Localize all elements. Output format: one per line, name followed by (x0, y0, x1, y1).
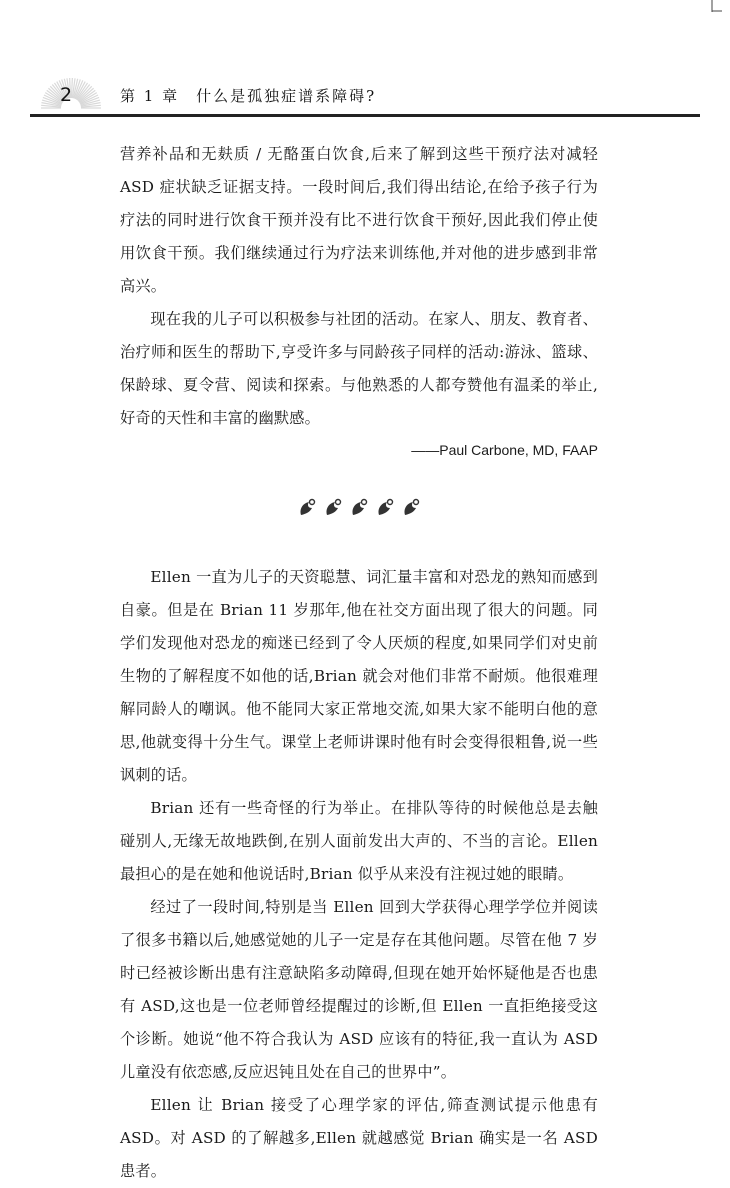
paragraph: 营养补品和无麸质 / 无酪蛋白饮食,后来了解到这些干预疗法对减轻 ASD 症状缺乏证据支持。一段时间后,我们得出结论,在给予孩子行为疗法的同时进行饮食干预并没有比不进行饮食干预好,因此我们停止使用饮食干预。我们继续通过行为疗法来训练他,并对他的进步感到非常高兴。 (120, 145, 598, 295)
paragraph: Ellen 让 Brian 接受了心理学家的评估,筛查测试提示他患有 ASD。对 ASD 的了解越多,Ellen 就越感觉 Brian 确实是一名 ASD 患者。 (120, 1096, 598, 1180)
crop-mark-icon (710, 0, 722, 12)
header-rule (30, 114, 700, 117)
section-ornament (120, 497, 598, 519)
chapter-title: 第 1 章 什么是孤独症谱系障碍? (120, 87, 377, 105)
paragraph: 现在我的儿子可以积极参与社团的活动。在家人、朋友、教育者、治疗师和医生的帮助下,亨受许多与同龄孩子同样的活动:游泳、篮球、保龄球、夏令营、阅读和探索。与他熟悉的人都夸赞他有温柔的举止,好奇的天性和丰富的幽默感。 (120, 310, 598, 427)
page-body (120, 138, 598, 1188)
vine-leaf-icon (323, 497, 343, 519)
vine-leaf-icon (401, 497, 421, 519)
vine-leaf-icon (297, 497, 317, 519)
vine-leaf-icon (375, 497, 395, 519)
vine-leaf-icon (349, 497, 369, 519)
page-number: 2 (60, 84, 73, 106)
paragraph: Brian 还有一些奇怪的行为举止。在排队等待的时候他总是去触碰别人,无缘无故地跌倒,在别人面前发出大声的、不当的言论。Ellen 最担心的是在她和他说话时,Brian 似乎从来没有注视过她的眼睛。 (120, 799, 598, 883)
page-header (0, 70, 730, 126)
signature: ——Paul Carbone, MD, FAAP (411, 442, 598, 458)
paragraph: 经过了一段时间,特别是当 Ellen 回到大学获得心理学学位并阅读了很多书籍以后,她感觉她的儿子一定是存在其他问题。尽管在他 7 岁时已经被诊断出患有注意缺陷多动障碍,但现在她开始怀疑他是否也患有 ASD,这也是一位老师曾经提醒过的诊断,但 Ellen 一直拒绝接受这个诊断。她说“他不符合我认为 ASD 应该有的特征,我一直认为 ASD 儿童没有依恋感,反应迟钝且处在自己的世界中”。 (120, 898, 598, 1081)
paragraph: Ellen 一直为儿子的天资聪慧、词汇量丰富和对恐龙的熟知而感到自豪。但是在 Brian 11 岁那年,他在社交方面出现了很大的问题。同学们发现他对恐龙的痴迷已经到了令人厌烦的程度,如果同学们对史前生物的了解程度不如他的话,Brian 就会对他们非常不耐烦。他很难理解同龄人的嘲讽。他不能同大家正常地交流,如果大家不能明白他的意思,他就变得十分生气。课堂上老师讲课时他有时会变得很粗鲁,说一些讽刺的话。 (120, 568, 598, 784)
